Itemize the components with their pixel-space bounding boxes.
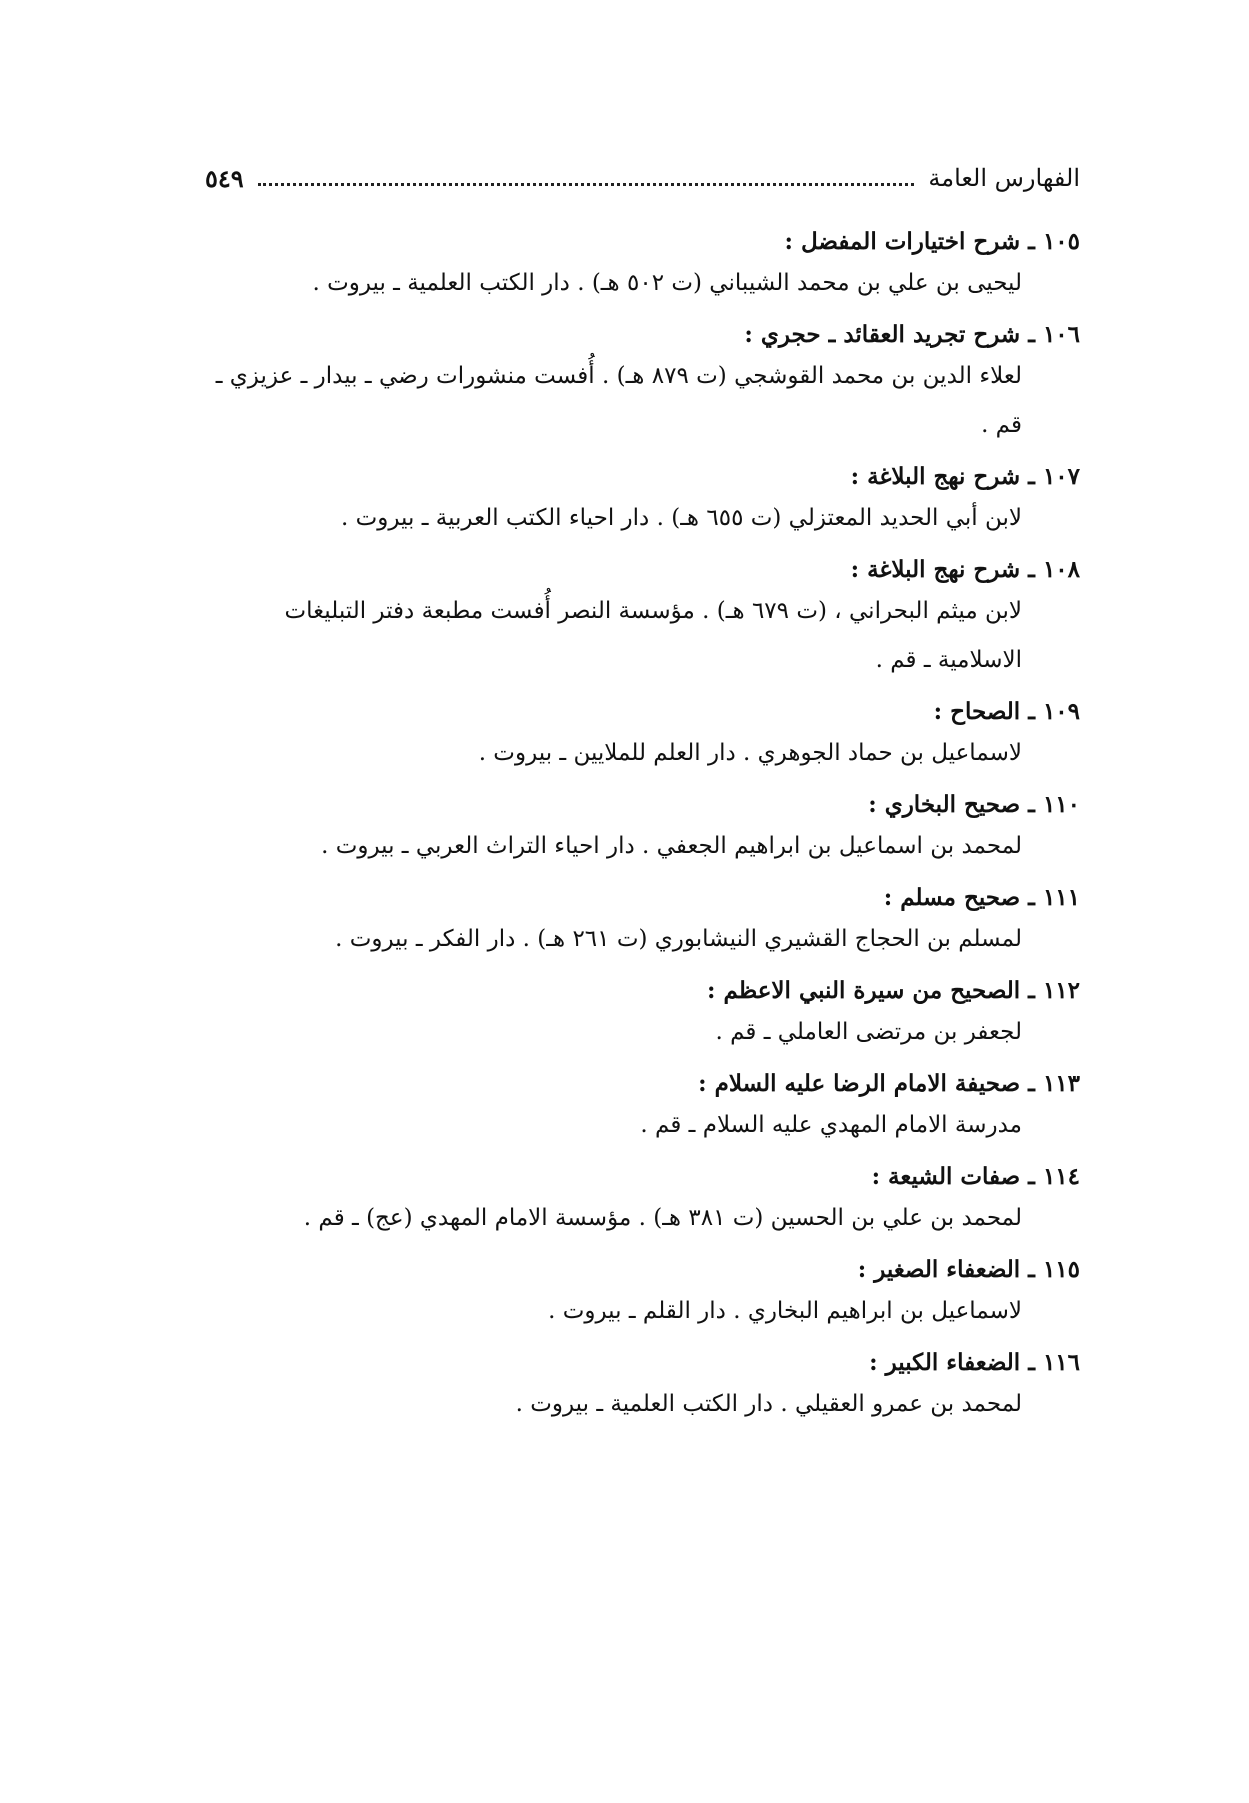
bibliography-entry (205, 318, 1080, 450)
entry-title: ١١٥ ـ الضعفاء الصغير : (857, 1256, 1080, 1283)
page-number: ٥٤٩ (205, 163, 244, 193)
entry-description: لابن أبي الحديد المعتزلي (ت ٦٥٥ هـ) . دار احياء الكتب العربية ـ بيروت . (340, 505, 1022, 531)
running-header (205, 158, 1080, 198)
header-title: الفهارس العامة (928, 164, 1080, 192)
bibliography-list (205, 225, 1080, 1439)
entry-description: ليحيى بن علي بن محمد الشيباني (ت ٥٠٢ هـ) . دار الكتب العلمية ـ بيروت . (312, 270, 1022, 296)
bibliography-entry (205, 225, 1080, 308)
entry-description: لابن ميثم البحراني ، (ت ٦٧٩ هـ) . مؤسسة النصر أُفست مطبعة دفتر التبليغات الاسلامية ـ قم . (284, 598, 1022, 673)
entry-title: ١٠٧ ـ شرح نهج البلاغة : (850, 463, 1080, 490)
bibliography-entry (205, 788, 1080, 871)
entry-description: مدرسة الامام المهدي عليه السلام ـ قم . (640, 1112, 1022, 1138)
header-dot-leader (258, 183, 915, 186)
entry-description: لمسلم بن الحجاج القشيري النيشابوري (ت ٢٦١ هـ) . دار الفكر ـ بيروت . (335, 926, 1022, 952)
entry-description: لمحمد بن علي بن الحسين (ت ٣٨١ هـ) . مؤسسة الامام المهدي (عج) ـ قم . (303, 1205, 1022, 1231)
entry-title: ١٠٥ ـ شرح اختيارات المفضل : (784, 228, 1080, 255)
bibliography-entry (205, 460, 1080, 543)
bibliography-entry (205, 1067, 1080, 1150)
entry-description: لاسماعيل بن حماد الجوهري . دار العلم للملايين ـ بيروت . (478, 740, 1022, 766)
entry-description: لمحمد بن اسماعيل بن ابراهيم الجعفي . دار احياء التراث العربي ـ بيروت . (321, 833, 1022, 859)
entry-description: لعلاء الدين بن محمد القوشجي (ت ٨٧٩ هـ) . أُفست منشورات رضي ـ بيدار ـ عزيزي ـ قم . (215, 363, 1022, 438)
bibliography-entry (205, 881, 1080, 964)
entry-title: ١٠٦ ـ شرح تجريد العقائد ـ حجري : (744, 321, 1080, 348)
entry-title: ١١١ ـ صحيح مسلم : (883, 884, 1080, 911)
entry-title: ١٠٨ ـ شرح نهج البلاغة : (850, 556, 1080, 583)
bibliography-entry (205, 1160, 1080, 1243)
bibliography-entry (205, 1253, 1080, 1336)
entry-title: ١١٣ ـ صحيفة الامام الرضا عليه السلام : (698, 1070, 1080, 1097)
entry-title: ١١٠ ـ صحيح البخاري : (868, 791, 1080, 818)
entry-description: لمحمد بن عمرو العقيلي . دار الكتب العلمية ـ بيروت . (515, 1391, 1022, 1417)
bibliography-entry (205, 1346, 1080, 1429)
entry-description: لاسماعيل بن ابراهيم البخاري . دار القلم ـ بيروت . (548, 1298, 1022, 1324)
entry-title: ١١٢ ـ الصحيح من سيرة النبي الاعظم : (707, 977, 1080, 1004)
entry-title: ١١٦ ـ الضعفاء الكبير : (869, 1349, 1080, 1376)
entry-title: ١٠٩ ـ الصحاح : (933, 698, 1080, 725)
entry-title: ١١٤ ـ صفات الشيعة : (871, 1163, 1080, 1190)
entry-description: لجعفر بن مرتضى العاملي ـ قم . (715, 1019, 1022, 1045)
bibliography-entry (205, 553, 1080, 685)
bibliography-entry (205, 974, 1080, 1057)
bibliography-entry (205, 695, 1080, 778)
